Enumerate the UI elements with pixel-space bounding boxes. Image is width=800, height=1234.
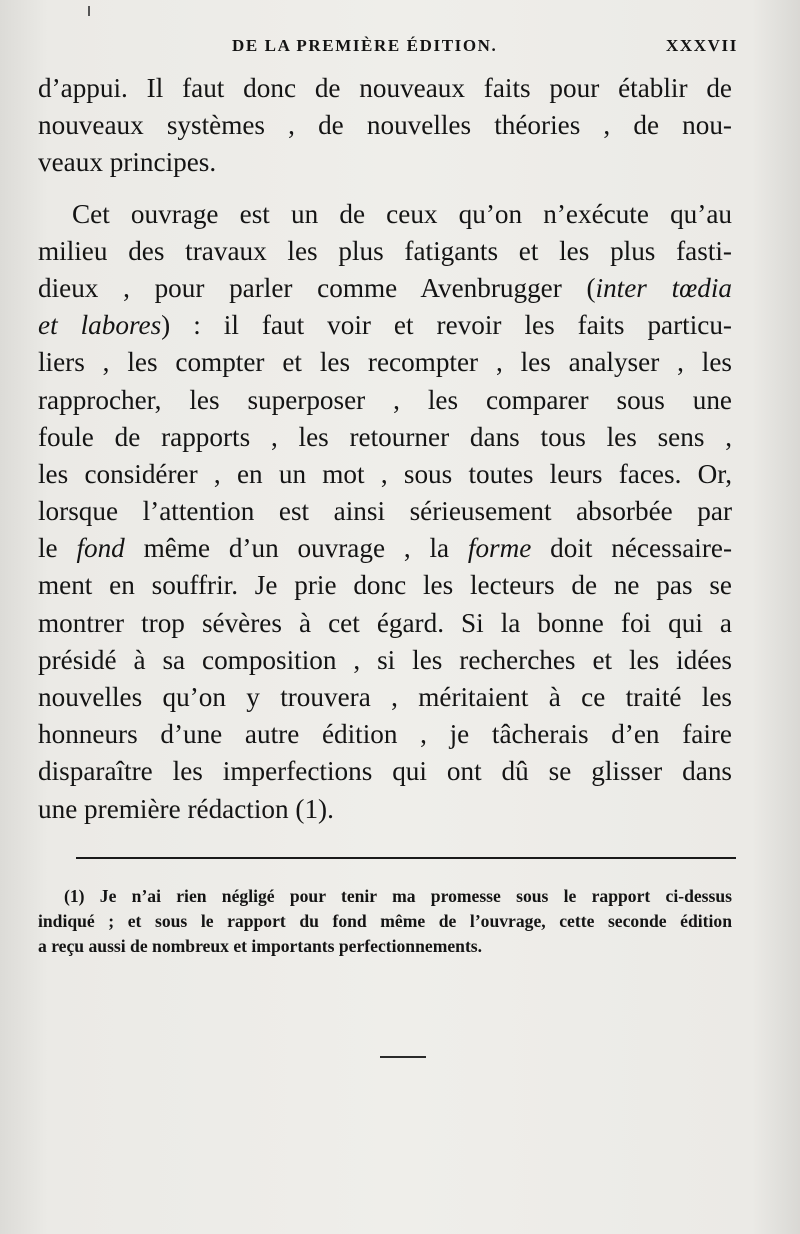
text-line: d’appui. Il faut donc de nouveaux faits pour établir de — [38, 73, 732, 103]
text-line: nouveaux systèmes , de nouvelles théories , de nou- — [38, 110, 732, 141]
text-line — [38, 270, 732, 307]
text-line: lorsque l’attention est ainsi sérieusement absorbée par — [38, 496, 732, 527]
footnote-line: a reçu aussi de nombreux et importants perfectionnements. — [38, 936, 483, 956]
text-line: liers , les compter et les recompter , les analyser , les — [38, 347, 732, 378]
text-line: rapprocher, les superposer , les comparer sous une — [38, 384, 732, 415]
end-ornament-rule — [380, 1056, 426, 1058]
text-segment: dieux , pour parler comme Avenbrugger ( — [38, 272, 596, 303]
text-segment: ) : il faut voir et revoir les faits particu- — [161, 310, 732, 341]
text-line: veaux principes. — [38, 147, 217, 178]
text-line: milieu des travaux les plus fatigants et les plus fasti- — [38, 235, 732, 266]
text-line: présidé à sa composition , si les recherches et les idées — [38, 644, 732, 675]
paragraph-gap — [38, 182, 732, 196]
text-line: nouvelles qu’on y trouvera , méritaient à ce traité les — [38, 682, 732, 712]
italic-word: fond — [76, 533, 125, 564]
text-line — [38, 530, 732, 567]
text-line: honneurs d’une autre édition , je tâcherais d’en faire — [38, 719, 732, 750]
text-segment: même d’un ouvrage , la — [124, 533, 468, 564]
text-line: disparaître les imperfections qui ont dû se glisser dans — [38, 756, 732, 787]
text-line — [38, 307, 732, 344]
text-line: les considérer , en un mot , sous toutes leurs faces. Or, — [38, 458, 732, 489]
italic-word: forme — [467, 533, 532, 564]
italic-latin-phrase: inter tœdia — [595, 272, 732, 303]
text-line: ment en souffrir. Je prie donc les lecteurs de ne pas se — [38, 570, 732, 601]
print-mark — [88, 6, 90, 16]
footnote-line: indiqué ; et sous le rapport du fond même de l’ouvrage, cette seconde édition — [38, 911, 732, 931]
running-header — [232, 36, 738, 60]
running-title: DE LA PREMIÈRE ÉDITION. — [232, 36, 498, 55]
text-line: Cet ouvrage est un de ceux qu’on n’exécute qu’au — [72, 198, 732, 229]
page-number: XXXVII — [666, 36, 738, 55]
text-segment: doit nécessaire- — [531, 533, 732, 564]
italic-latin-phrase: et labores — [38, 310, 162, 341]
text-line: montrer trop sévères à cet égard. Si la bonne foi qui a — [38, 607, 732, 638]
footnote — [38, 884, 732, 959]
main-text — [38, 70, 732, 828]
text-line: une première rédaction (1). — [38, 793, 334, 824]
text-segment: le — [38, 533, 77, 564]
footnote-line: (1) Je n’ai rien négligé pour tenir ma promesse sous le rapport ci-dessus — [64, 886, 732, 906]
footnote-separator — [76, 857, 736, 859]
text-line: foule de rapports , les retourner dans tous les sens , — [38, 421, 732, 452]
